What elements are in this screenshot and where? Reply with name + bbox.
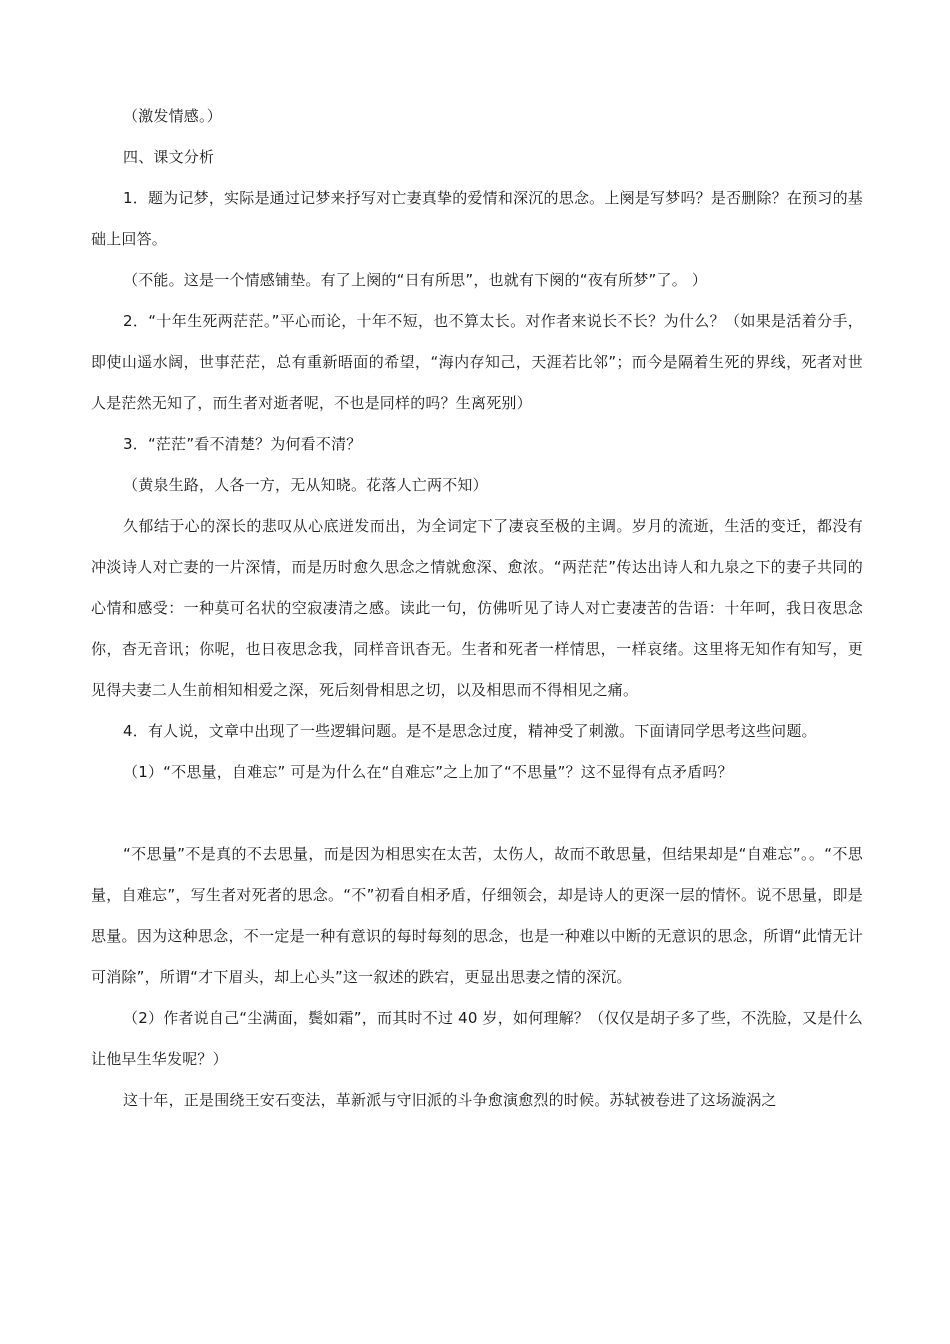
paragraph-aside-emotion: （激发情感。）: [123, 107, 222, 125]
question-4-1: （1）“不思量，自难忘” 可是为什么在“自难忘”之上加了“不思量”？这不显得有点矛盾吗？: [123, 763, 733, 781]
answer-1: （不能。这是一个情感铺垫。有了上阕的“日有所思”，也就有下阕的“夜有所梦”了。 ）: [123, 271, 708, 289]
question-4-2: （2）作者说自己“尘满面，鬓如霜”，而其时不过 40 岁，如何理解？（仅仅是胡子多了些，不洗脸，又是什么让他早生华发呢？）: [91, 1009, 863, 1068]
question-3: 3．“茫茫”看不清楚？为何看不清？: [123, 435, 362, 453]
document-body: [91, 96, 863, 1121]
question-4: 4．有人说，文章中出现了一些逻辑问题。是不是思念过度，精神受了刺激。下面请同学思考这些问题。: [123, 722, 817, 740]
question-1: 1．题为记梦，实际是通过记梦来抒写对亡妻真挚的爱情和深沉的思念。上阕是写梦吗？是否删除？在预习的基础上回答。: [91, 189, 863, 248]
answer-4-1: “不思量”不是真的不去思量，而是因为相思实在太苦，太伤人，故而不敢思量，但结果却是“自难忘”。。“不思量，自难忘”，写生者对死者的思念。“不”初看自相矛盾，仔细领会，却是诗人的更深一层的情怀。说不思量，即是思量。因为这种思念，不一定是一种有意识的每时每刻的思念，也是一种难以中断的无意识的思念，所谓“此情无计可消除”，所谓“才下眉头，却上心头”这一叙述的跌宕，更显出思妻之情的深沉。: [91, 845, 863, 986]
section-heading-text-analysis: 四、课文分析: [123, 148, 215, 166]
blank-line: [91, 793, 863, 834]
answer-3: （黄泉生路，人各一方，无从知晓。花落人亡两不知）: [123, 476, 488, 494]
question-2: 2．“十年生死两茫茫。”平心而论，十年不短，也不算太长。对作者来说长不长？为什么？（如果是活着分手，即使山遥水阔，世事茫茫，总有重新晤面的希望，“海内存知己，天涯若比邻”；而今是隔着生死的界线，死者对世人是茫然无知了，而生者对逝者呢，不也是同样的吗？生离死别）: [91, 312, 863, 412]
paragraph-analysis-3: 久郁结于心的深长的悲叹从心底迸发而出，为全词定下了凄哀至极的主调。岁月的流逝，生活的变迁，都没有冲淡诗人对亡妻的一片深情，而是历时愈久思念之情就愈深、愈浓。“两茫茫”传达出诗人和九泉之下的妻子共同的心情和感受：一种莫可名状的空寂凄清之感。读此一句，仿佛听见了诗人对亡妻凄苦的告语：十年呵，我日夜思念你，杳无音讯；你呢，也日夜思念我，同样音讯杳无。生者和死者一样情思，一样哀绪。这里将无知作有知写，更见得夫妻二人生前相知相爱之深，死后刻骨相思之切，以及相思而不得相见之痛。: [91, 517, 863, 699]
paragraph-continued: 这十年，正是围绕王安石变法，革新派与守旧派的斗争愈演愈烈的时候。苏轼被卷进了这场漩涡之: [123, 1091, 777, 1109]
